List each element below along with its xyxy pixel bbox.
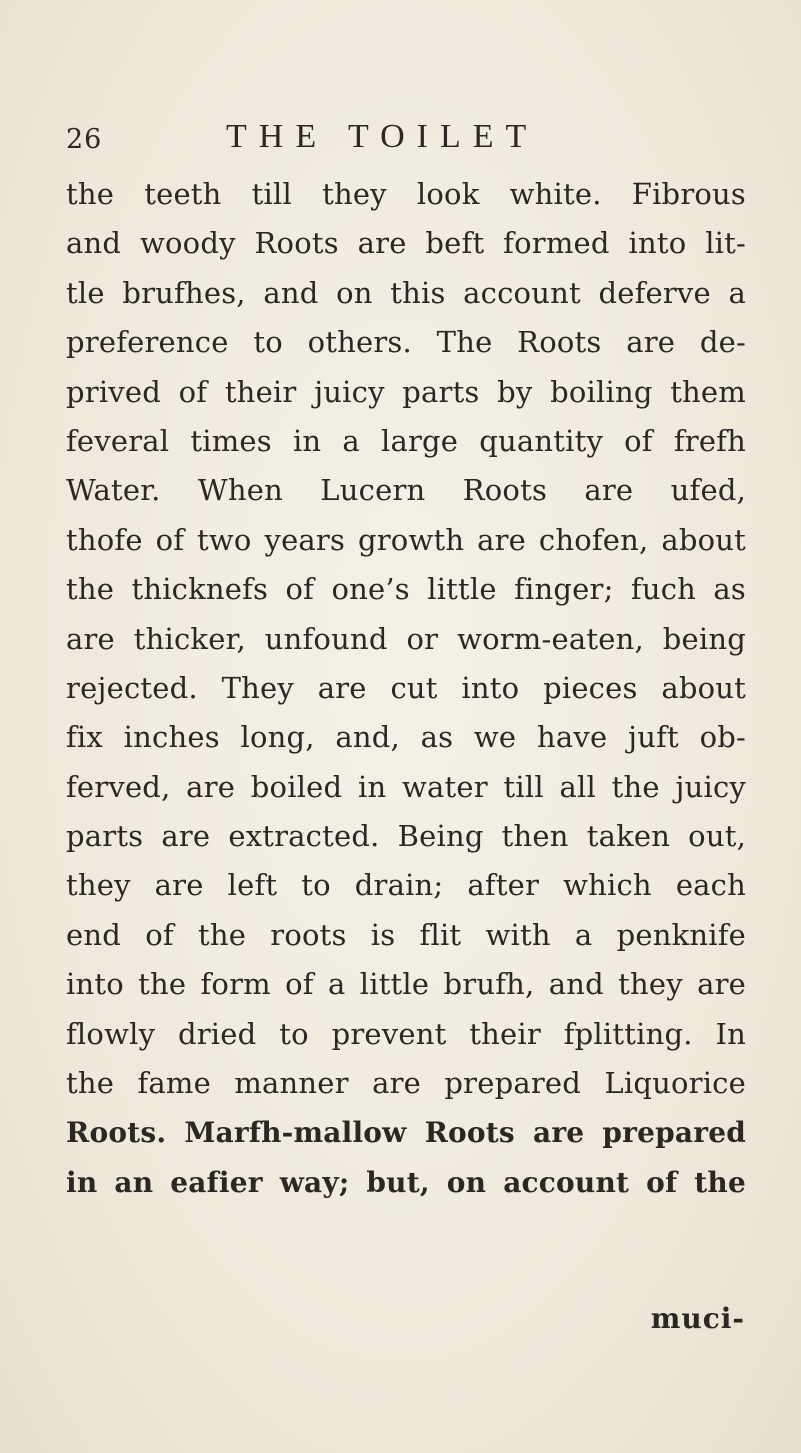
page-number: 26 [66, 124, 103, 155]
page-header [66, 118, 766, 162]
text-line: into the form of a little brufh, and they are [66, 967, 746, 1002]
text-line: ferved, are boiled in water till all the juicy [66, 769, 746, 804]
text-line: preference to others. The Roots are de- [66, 325, 746, 360]
text-line: in an eafier way; but, on account of the [66, 1165, 746, 1199]
body-text [66, 170, 746, 1207]
text-line: they are left to drain; after which each [66, 868, 746, 903]
text-line: prived of their juicy parts by boiling them [66, 374, 746, 409]
text-line: flowly dried to prevent their fplitting. In [66, 1016, 746, 1051]
running-head: THE TOILET [226, 118, 539, 155]
text-line: rejected. They are cut into pieces about [66, 670, 746, 705]
text-line: Roots. Marfh-mallow Roots are prepared [66, 1116, 746, 1150]
text-line: Water. When Lucern Roots are ufed, [66, 473, 746, 508]
text-line: end of the roots is flit with a penknife [66, 917, 746, 952]
text-line: the fame manner are prepared Liquorice [66, 1066, 746, 1101]
text-line: the teeth till they look white. Fibrous [66, 177, 746, 211]
text-line: tle brufhes, and on this account deferve a [66, 275, 746, 310]
text-line: thofe of two years growth are chofen, about [66, 522, 746, 557]
catchword: muci- [650, 1302, 745, 1335]
text-line: are thicker, unfound or worm-eaten, being [66, 621, 746, 656]
text-line: parts are extracted. Being then taken out, [66, 819, 746, 854]
text-line: and woody Roots are beft formed into lit- [66, 226, 746, 261]
text-line: feveral times in a large quantity of frefh [66, 423, 746, 458]
text-line: the thicknefs of one’s little finger; fuch as [66, 572, 746, 607]
text-line: fix inches long, and, as we have juft ob- [66, 720, 746, 755]
